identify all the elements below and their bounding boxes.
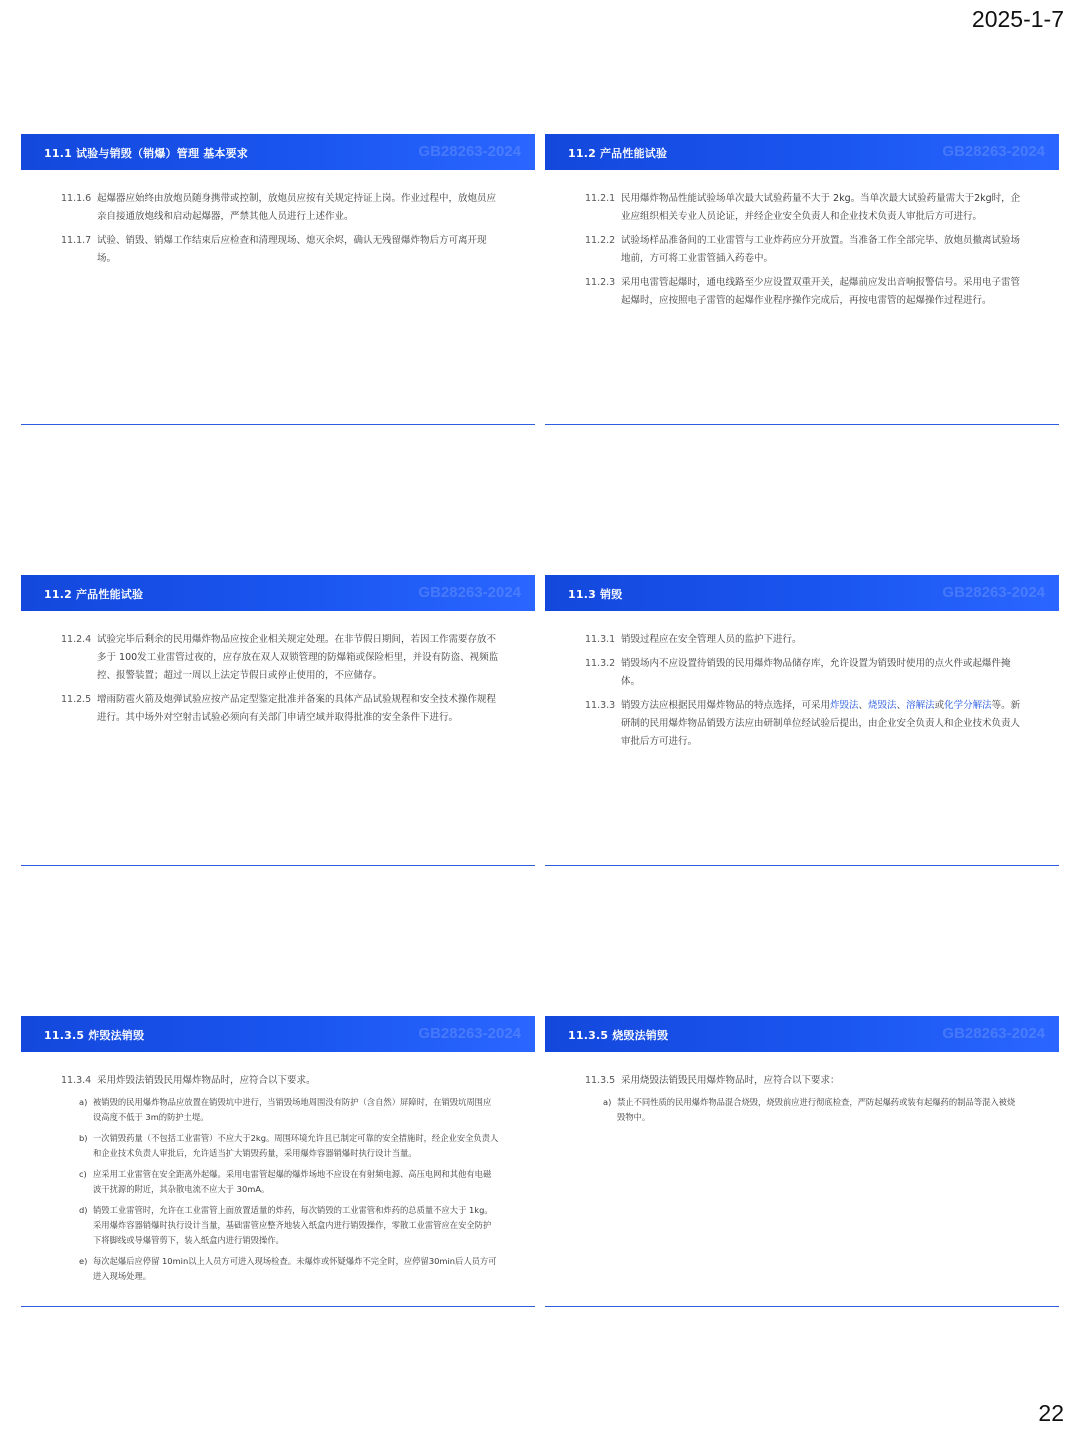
clause-number: 11.3.1 xyxy=(585,634,616,645)
slide-11-1 xyxy=(21,134,535,425)
standard-watermark: GB28263-2024 xyxy=(942,1025,1045,1042)
clause-text: 采用炸毁法销毁民用爆炸物品时，应符合以下要求。 xyxy=(97,1075,316,1086)
clause-text: 采用烧毁法销毁民用爆炸物品时，应符合以下要求： xyxy=(621,1075,840,1086)
clause-number: 11.3.5 xyxy=(585,1075,616,1086)
slide-11-3-5-explosion xyxy=(21,1016,535,1307)
list-item-text: 被销毁的民用爆炸物品应放置在销毁坑中进行，当销毁场地周围没有防护（含自然）屏障时，在销毁坑周围应设高度不低于 3m的防护土堤。 xyxy=(93,1097,492,1122)
list-item xyxy=(79,1131,499,1161)
slide-body xyxy=(545,170,1059,310)
slide-header xyxy=(21,575,535,611)
clause-number: 11.1.6 xyxy=(61,193,92,204)
clause xyxy=(585,190,1023,226)
list-item xyxy=(79,1203,499,1248)
clause-number: 11.3.3 xyxy=(585,700,616,711)
slide-header xyxy=(21,134,535,170)
list-item-text: 禁止不同性质的民用爆炸物品混合烧毁，烧毁前应进行彻底检查，严防起爆药或装有起爆药的制品等混入被烧毁物中。 xyxy=(617,1097,1016,1122)
clause-text: 起爆器应始终由放炮员随身携带或控制，放炮员应按有关规定持证上岗。作业过程中，放炮员应亲自接通放炮线和启动起爆器，严禁其他人员进行上述作业。 xyxy=(97,193,497,222)
slide-title: 11.3.5 烧毁法销毁 xyxy=(568,1029,669,1042)
clause-text: 采用电雷管起爆时，通电线路至少应设置双重开关，起爆前应发出音响报警信号。采用电子雷管起爆时，应按照电子雷管的起爆作业程序操作完成后，再按电雷管的起爆操作过程进行。 xyxy=(621,277,1021,306)
clause-text: 试验完毕后剩余的民用爆炸物品应按企业相关规定处理。在非节假日期间，若因工作需要存放不多于 100发工业雷管过夜的，应存放在双人双锁管理的防爆箱或保险柜里，并设有防盗、视频监控、报警装置；超过一周以上法定节假日或停止使用的，不应储存。 xyxy=(97,634,499,681)
clause-number: 11.2.2 xyxy=(585,235,616,246)
clause xyxy=(585,1072,1023,1090)
list-item-text: 销毁工业雷管时，允许在工业雷管上面放置适量的炸药，每次销毁的工业雷管和炸药的总质量不应大于 1kg。采用爆炸容器销爆时执行设计当量，基础雷管应整齐地装入纸盒内进行销毁操作，零散工业雷管应在安全防护下将脚线或导爆管剪下，装入纸盒内进行销毁操作。 xyxy=(93,1205,493,1245)
list-item-text: 一次销毁药量（不包括工业雷管）不应大于2kg。周围环境允许且已制定可靠的安全措施时，经企业安全负责人和企业技术负责人审批后，允许适当扩大销毁药量，采用爆炸容器销爆时执行设计当量。 xyxy=(93,1133,499,1158)
clause-number: 11.1.7 xyxy=(61,235,92,246)
clause-text: 销毁过程应在安全管理人员的监护下进行。 xyxy=(621,634,802,645)
slide-11-3 xyxy=(545,575,1059,866)
clause xyxy=(61,691,499,727)
slide-title: 11.1 试验与销毁（销爆）管理 基本要求 xyxy=(44,147,248,160)
slide-11-3-5-burning xyxy=(545,1016,1059,1307)
clause-number: 11.2.5 xyxy=(61,694,92,705)
list-item-label: c) xyxy=(79,1169,87,1179)
separator: 或 xyxy=(934,700,945,711)
list-item xyxy=(79,1095,499,1125)
clause-number: 11.2.1 xyxy=(585,193,616,204)
list-item xyxy=(603,1095,1023,1125)
clause-number: 11.2.3 xyxy=(585,277,616,288)
highlight-term: 烧毁法 xyxy=(868,700,897,711)
highlight-term: 化学分解法 xyxy=(944,700,992,711)
clause-text: 增雨防雹火箭及炮弹试验应按产品定型鉴定批准并备案的具体产品试验规程和安全技术操作规程进行。其中场外对空射击试验必须向有关部门申请空域并取得批准的安全条件下进行。 xyxy=(97,694,497,723)
clause-text-part: 销毁方法应根据民用爆炸物品的特点选择，可采用 xyxy=(621,700,831,711)
separator: 、 xyxy=(858,700,869,711)
clause xyxy=(585,232,1023,268)
slide-body xyxy=(21,1052,535,1284)
slide-header xyxy=(545,575,1059,611)
slide-title: 11.3.5 炸毁法销毁 xyxy=(44,1029,145,1042)
standard-watermark: GB28263-2024 xyxy=(942,584,1045,601)
slide-11-2-b xyxy=(21,575,535,866)
list-item-label: a) xyxy=(603,1097,612,1107)
clause xyxy=(585,655,1023,691)
list-item xyxy=(79,1254,499,1284)
clause xyxy=(585,631,1023,649)
list-item-label: e) xyxy=(79,1256,88,1266)
standard-watermark: GB28263-2024 xyxy=(418,584,521,601)
slide-title: 11.2 产品性能试验 xyxy=(568,147,668,160)
clause xyxy=(61,190,499,226)
highlight-term: 炸毁法 xyxy=(830,700,859,711)
clause xyxy=(585,697,1023,751)
clause-text xyxy=(621,697,1023,751)
slide-title: 11.3 销毁 xyxy=(568,588,623,601)
clause-text-part: 等。新研制的民用爆炸物品销毁方法应由研制单位经试验后提出，由企业安全负责人和企业技术负责人审批后方可进行。 xyxy=(621,700,1021,747)
clause xyxy=(585,274,1023,310)
separator: 、 xyxy=(896,700,907,711)
list-item-label: a) xyxy=(79,1097,88,1107)
list-item xyxy=(79,1167,499,1197)
page-date: 2025-1-7 xyxy=(971,6,1064,32)
clause xyxy=(61,1072,499,1090)
clause-number: 11.3.4 xyxy=(61,1075,92,1086)
list-item-label: b) xyxy=(79,1133,88,1143)
clause-text: 销毁场内不应设置待销毁的民用爆炸物品储存库，允许设置为销毁时使用的点火件或起爆件掩体。 xyxy=(621,658,1011,687)
clause-text: 试验场样品准备间的工业雷管与工业炸药应分开放置。当准备工作全部完毕、放炮员撤离试验场地前，方可将工业雷管插入药卷中。 xyxy=(621,235,1021,264)
slide-body xyxy=(545,1052,1059,1125)
slide-header xyxy=(21,1016,535,1052)
clause-text: 民用爆炸物品性能试验场单次最大试验药量不大于 2kg。当单次最大试验药量需大于2kg时，企业应组织相关专业人员论证，并经企业安全负责人和企业技术负责人审批后方可进行。 xyxy=(621,193,1021,222)
list-item-text: 每次起爆后应停留 10min以上人员方可进入现场检查。未爆炸或怀疑爆炸不完全时，应停留30min后人员方可进入现场处理。 xyxy=(93,1256,497,1281)
slide-body xyxy=(21,611,535,727)
slide-body xyxy=(545,611,1059,751)
slide-header xyxy=(545,134,1059,170)
slide-body xyxy=(21,170,535,268)
slide-11-2-a xyxy=(545,134,1059,425)
list-item-text: 应采用工业雷管在安全距离外起爆。采用电雷管起爆的爆炸场地不应设在有射频电源、高压电网和其他有电磁波干扰源的附近，其杂散电流不应大于 30mA。 xyxy=(93,1169,492,1194)
slide-title: 11.2 产品性能试验 xyxy=(44,588,144,601)
clause-number: 11.3.2 xyxy=(585,658,616,669)
slide-header xyxy=(545,1016,1059,1052)
standard-watermark: GB28263-2024 xyxy=(942,143,1045,160)
clause xyxy=(61,232,499,268)
list-item-label: d) xyxy=(79,1205,88,1215)
highlight-term: 溶解法 xyxy=(906,700,935,711)
standard-watermark: GB28263-2024 xyxy=(418,143,521,160)
clause xyxy=(61,631,499,685)
clause-text: 试验、销毁、销爆工作结束后应检查和清理现场、熄灭余烬，确认无残留爆炸物后方可离开现场。 xyxy=(97,235,487,264)
standard-watermark: GB28263-2024 xyxy=(418,1025,521,1042)
page-number: 22 xyxy=(1038,1400,1064,1426)
clause-number: 11.2.4 xyxy=(61,634,92,645)
